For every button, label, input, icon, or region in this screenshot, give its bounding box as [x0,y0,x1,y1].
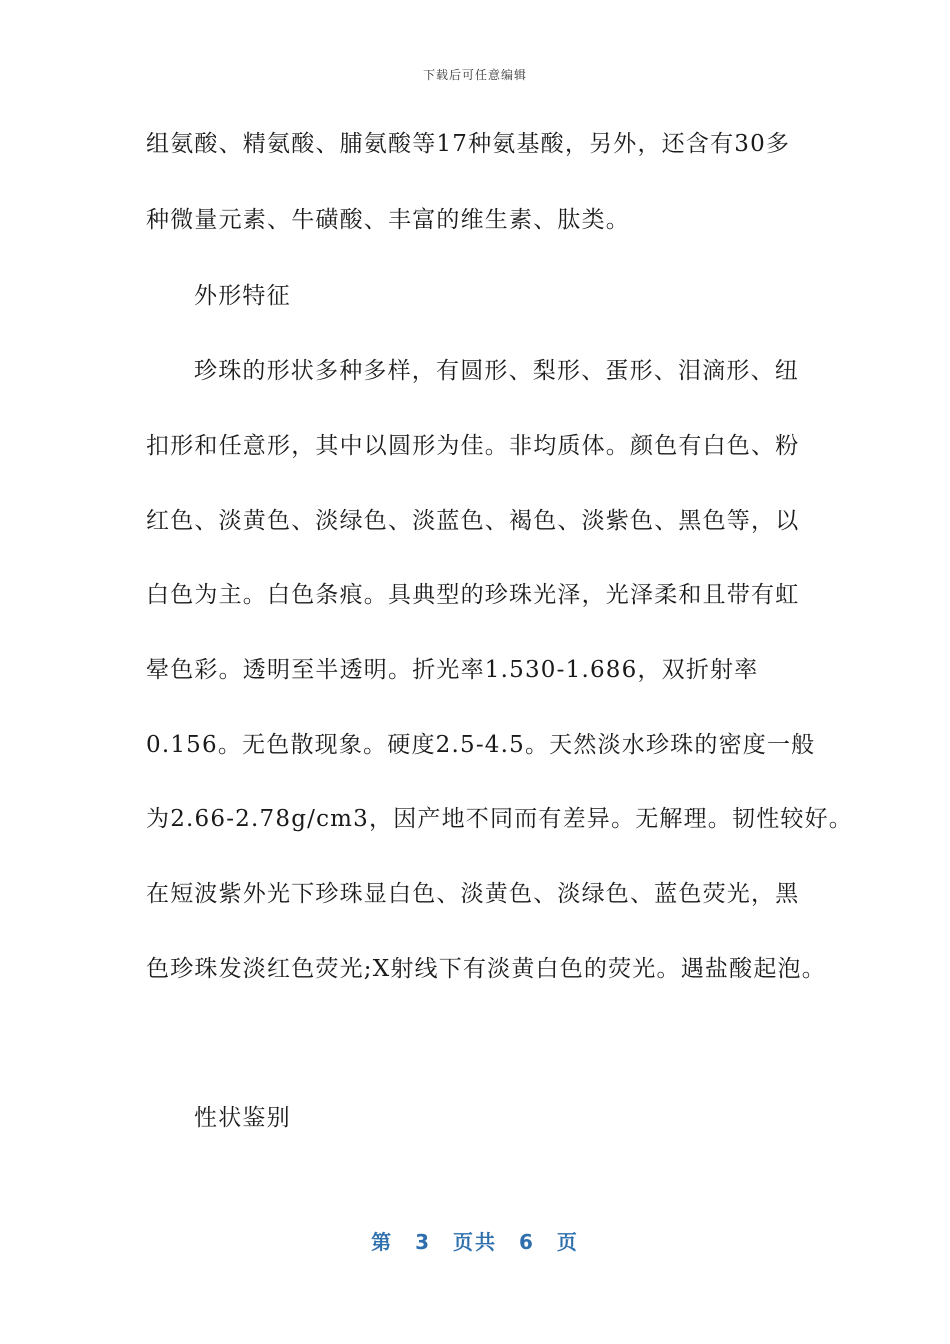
page-footer [0,1226,950,1255]
footer-middle: 页共 [453,1230,497,1254]
text-line: 扣形和任意形，其中以圆形为佳。非均质体。颜色有白色、粉 [146,433,800,459]
page-header: 下载后可任意编辑 [422,68,527,82]
text-line: 珍珠的形状多种多样，有圆形、梨形、蛋形、泪滴形、纽 [194,358,799,384]
footer-suffix: 页 [556,1230,579,1254]
text-line: 在短波紫外光下珍珠显白色、淡黄色、淡绿色、蓝色荧光，黑 [146,881,800,907]
section-heading: 外形特征 [194,283,291,309]
text-line: 种微量元素、牛磺酸、丰富的维生素、肽类。 [146,207,630,233]
text-line: 红色、淡黄色、淡绿色、淡蓝色、褐色、淡紫色、黑色等，以 [146,508,800,534]
text-line: 0.156。无色散现象。硬度2.5-4.5。天然淡水珍珠的密度一般 [146,732,816,758]
text-line: 色珍珠发淡红色荧光;X射线下有淡黄白色的荧光。遇盐酸起泡。 [146,956,826,982]
section-heading: 性状鉴别 [194,1105,291,1131]
text-line: 组氨酸、精氨酸、脯氨酸等17种氨基酸，另外，还含有30多 [146,131,791,157]
text-line: 晕色彩。透明至半透明。折光率1.530-1.686，双折射率 [146,657,759,683]
footer-prefix: 第 [371,1230,394,1254]
text-line: 白色为主。白色条痕。具典型的珍珠光泽，光泽柔和且带有虹 [146,582,800,608]
text-line: 为2.66-2.78g/cm3，因产地不同而有差异。无解理。韧性较好。 [146,806,853,832]
footer-total-pages: 6 [519,1230,535,1254]
footer-page-number: 3 [415,1230,431,1254]
